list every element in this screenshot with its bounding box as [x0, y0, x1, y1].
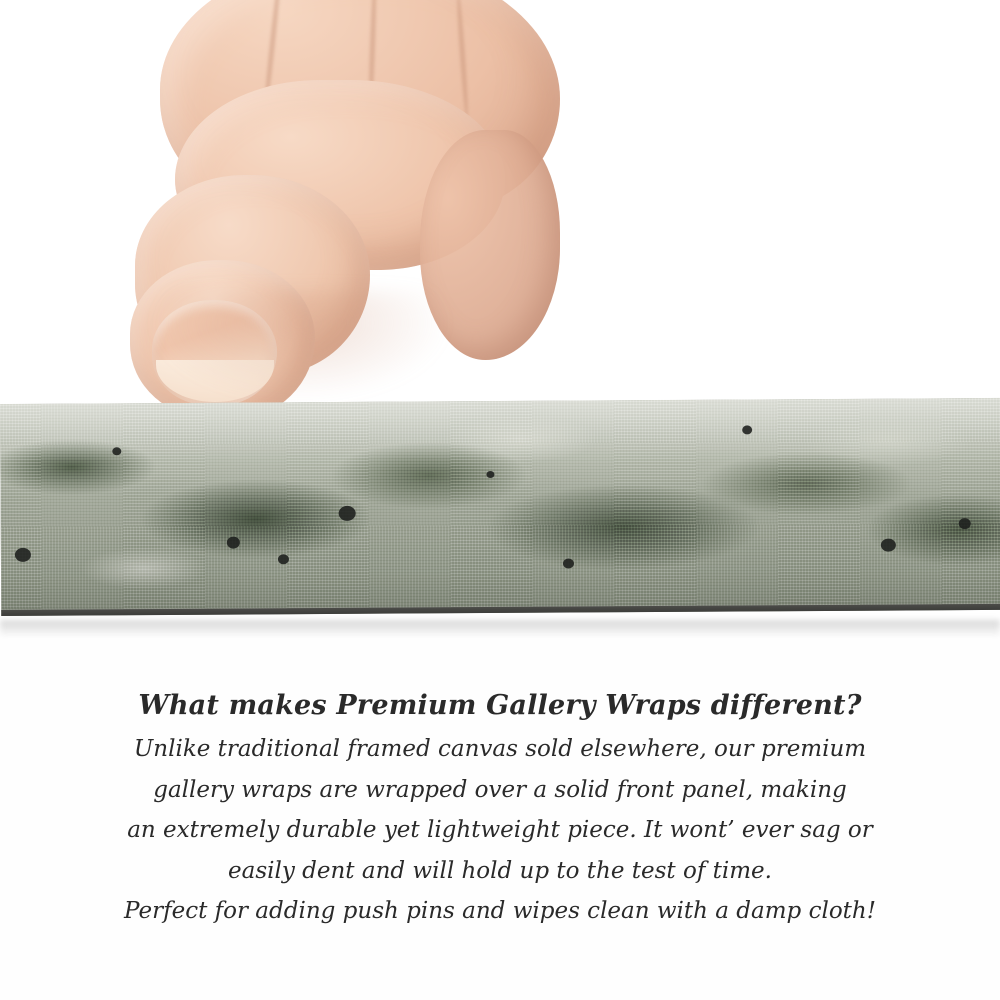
canvas-speck: [486, 471, 494, 478]
canvas-speck: [881, 539, 896, 552]
caption-title: What makes Premium Gallery Wraps different?: [138, 690, 862, 721]
canvas-edge-strip: [0, 398, 1000, 616]
caption-line: an extremely durable yet lightweight piece. It wont’ ever sag or: [127, 817, 873, 843]
caption-body: [0, 734, 1000, 928]
canvas-speck: [15, 548, 31, 562]
caption-block: [0, 690, 1000, 937]
caption-line: Perfect for adding push pins and wipes clean with a damp cloth!: [124, 898, 876, 924]
canvas-speck: [112, 447, 121, 455]
canvas-speck: [339, 506, 356, 521]
hand-illustration: [120, 0, 590, 430]
canvas-drop-shadow: [0, 620, 1000, 638]
canvas-speck: [278, 554, 289, 564]
canvas-speck: [742, 425, 752, 434]
caption-line: gallery wraps are wrapped over a solid front panel, making: [153, 776, 847, 803]
canvas-speck: [227, 537, 240, 549]
skin-shading: [150, 290, 450, 400]
canvas-lighting: [0, 398, 1000, 616]
caption-line: Unlike traditional framed canvas sold elsewhere, our premium: [133, 736, 867, 762]
caption-line: easily dent and will hold up to the test of time.: [228, 857, 772, 884]
canvas-speck: [563, 558, 574, 568]
canvas-speck: [959, 518, 971, 529]
